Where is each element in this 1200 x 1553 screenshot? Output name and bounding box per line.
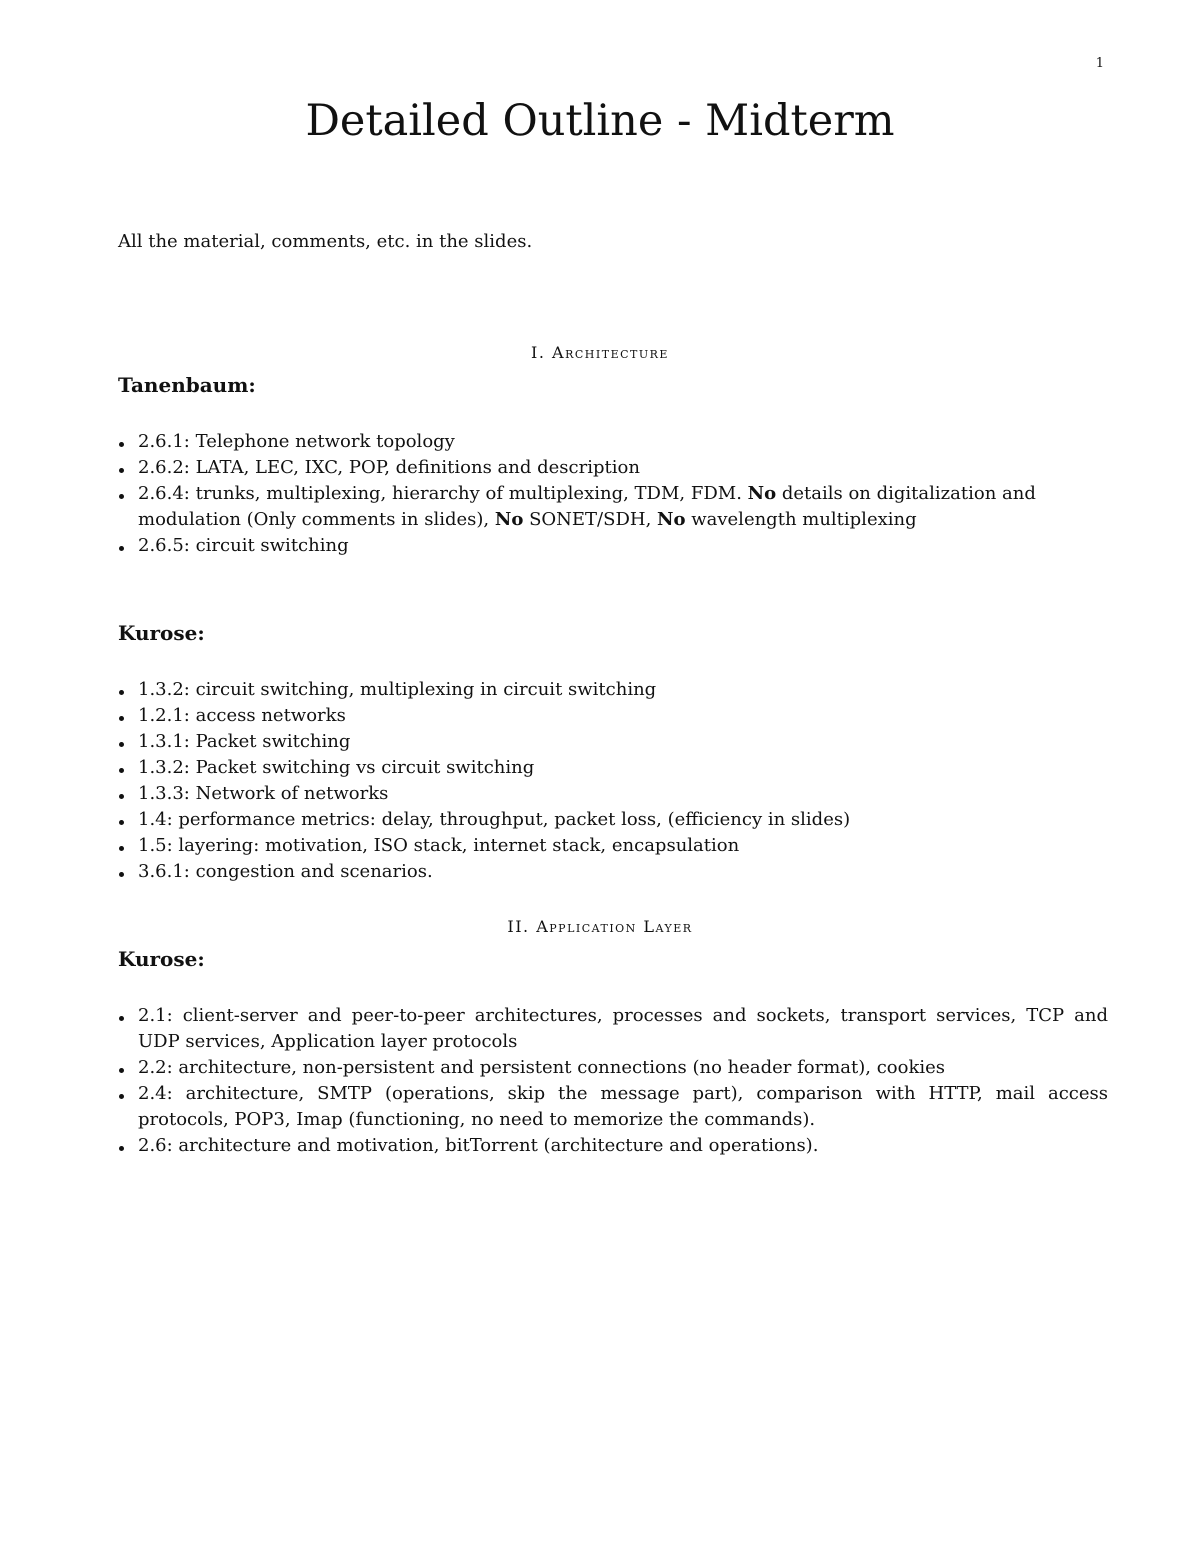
intro-text: All the material, comments, etc. in the slides. bbox=[118, 231, 533, 252]
section-heading-architecture: I. Architecture bbox=[531, 343, 669, 362]
tanenbaum-list bbox=[118, 429, 1108, 559]
list-item-text: wavelength multiplexing bbox=[685, 509, 917, 530]
list-item-text: 2.6.4: trunks, multiplexing, hierarchy of multiplexing, TDM, FDM. bbox=[138, 483, 748, 504]
list-item: 2.6.2: LATA, LEC, IXC, POP, definitions and description bbox=[118, 455, 1108, 481]
list-item: 2.6.5: circuit switching bbox=[118, 533, 1108, 559]
section-heading-application-layer: II. Application Layer bbox=[507, 917, 693, 936]
kurose-architecture-list bbox=[118, 677, 1108, 885]
list-item: 2.2: architecture, non-persistent and persistent connections (no header format), cookies bbox=[118, 1055, 1108, 1081]
emphasis-no: No bbox=[657, 509, 686, 530]
list-item-text: SONET/SDH, bbox=[523, 509, 658, 530]
list-item: 2.1: client-server and peer-to-peer architectures, processes and sockets, transport services, TCP and UDP services, Application layer protocols bbox=[118, 1003, 1108, 1055]
list-item: 3.6.1: congestion and scenarios. bbox=[118, 859, 1108, 885]
list-item: 1.5: layering: motivation, ISO stack, internet stack, encapsulation bbox=[118, 833, 1108, 859]
page-title: Detailed Outline - Midterm bbox=[305, 96, 895, 146]
list-item: 2.4: architecture, SMTP (operations, skip the message part), comparison with HTTP, mail access protocols, POP3, Imap (functioning, no need to memorize the commands). bbox=[118, 1081, 1108, 1133]
emphasis-no: No bbox=[747, 483, 777, 504]
list-item: 2.6: architecture and motivation, bitTorrent (architecture and operations). bbox=[118, 1133, 1108, 1159]
kurose-application-list bbox=[118, 1003, 1108, 1159]
list-item: 1.3.1: Packet switching bbox=[118, 729, 1108, 755]
list-item: 1.3.3: Network of networks bbox=[118, 781, 1108, 807]
list-item: 1.4: performance metrics: delay, throughput, packet loss, (efficiency in slides) bbox=[118, 807, 1108, 833]
list-item: 1.3.2: circuit switching, multiplexing in circuit switching bbox=[118, 677, 1108, 703]
list-item-text: details on digitalization and modulation (Only comments in slides), bbox=[138, 483, 1036, 530]
list-item: 2.6.1: Telephone network topology bbox=[118, 429, 1108, 455]
group-label-kurose: Kurose: bbox=[118, 621, 205, 645]
list-item: 1.2.1: access networks bbox=[118, 703, 1108, 729]
list-item bbox=[118, 481, 1108, 533]
group-label-tanenbaum: Tanenbaum: bbox=[118, 373, 256, 397]
list-item: 1.3.2: Packet switching vs circuit switching bbox=[118, 755, 1108, 781]
emphasis-no: No bbox=[494, 509, 524, 530]
group-label-kurose: Kurose: bbox=[118, 947, 205, 971]
page-number: 1 bbox=[1095, 56, 1104, 71]
